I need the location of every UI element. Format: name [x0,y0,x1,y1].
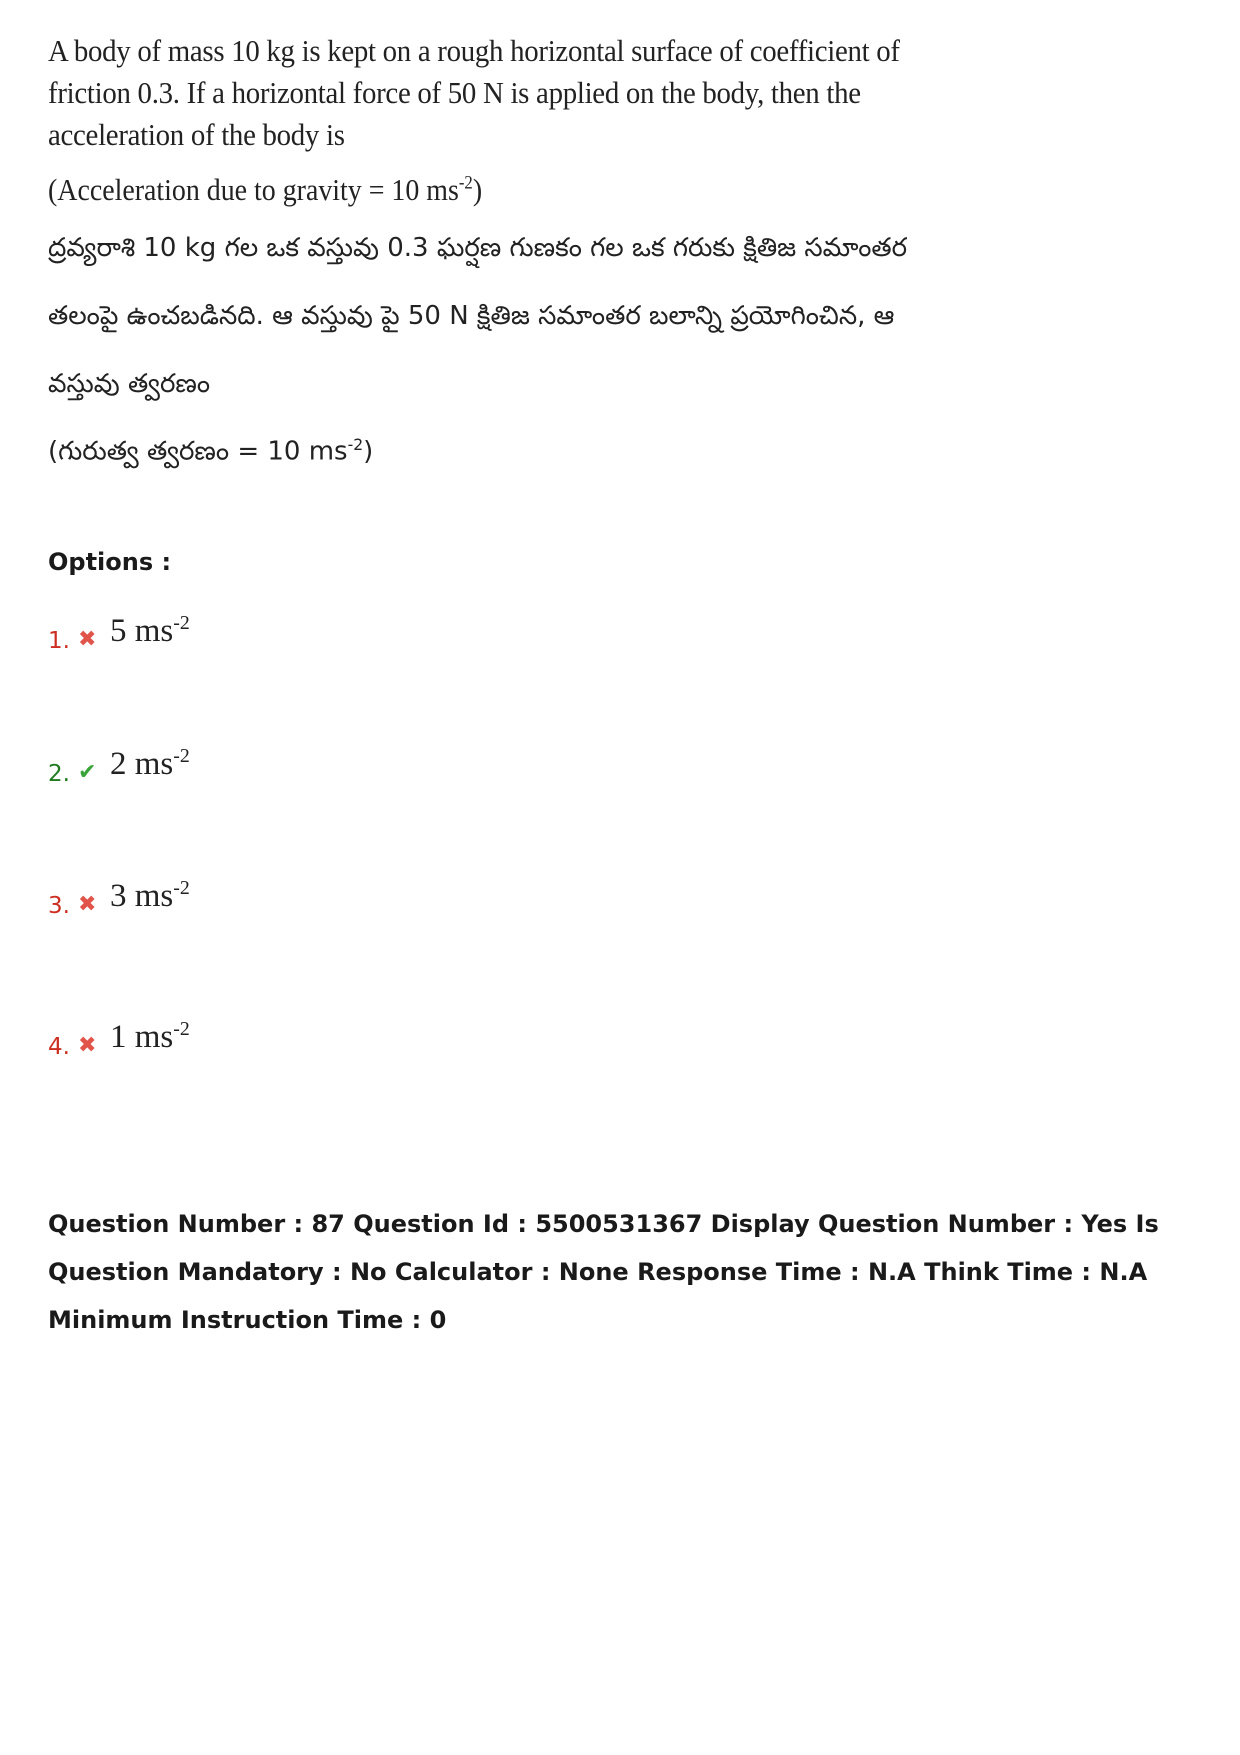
cross-icon: ✖ [78,1033,97,1058]
gravity-note-telugu [48,436,958,473]
option-value [110,877,190,915]
option-number: 2. [48,761,70,787]
gravity-note-telugu-exponent: -2 [347,436,364,454]
option-value-text: 5 ms [110,613,174,649]
option-value-text: 2 ms [110,746,174,782]
option-value-exponent: -2 [173,877,190,899]
cross-icon: ✖ [78,892,97,917]
gravity-note-english-prefix: (Acceleration due to gravity = 10 ms [48,172,459,207]
option-2 [48,723,448,793]
question-metadata: Question Number : 87 Question Id : 5500531367 Display Question Number : Yes Is Question Mandatory : No Calculator : None Response Time : N.A Think Time : N.A Minimum Instruction Time : 0 [48,1210,1159,1334]
option-value [110,745,190,783]
option-number: 4. [48,1034,70,1060]
question-text-telugu: ద్రవ్యరాశి 10 kg గల ఒక వస్తువు 0.3 ఘర్షణ గుణకం గల ఒక గరుకు క్షితిజ సమాంతర తలంపై ఉంచబడినది. ఆ వస్తువు పై 50 N క్షితిజ సమాంతర బలాన్ని ప్రయోగించిన, ఆ వస్తువు త్వరణం [48,233,908,399]
option-3 [48,855,448,925]
question-image [48,30,958,473]
option-4 [48,996,448,1066]
option-value-exponent: -2 [173,612,190,634]
gravity-note-telugu-suffix: ) [363,436,374,467]
option-number: 3. [48,893,70,919]
option-value [110,612,190,650]
cross-icon: ✖ [78,627,97,652]
option-value-exponent: -2 [173,1018,190,1040]
option-value [110,1018,190,1056]
option-1 [48,590,448,660]
check-icon: ✔ [78,760,97,785]
question-text-english: A body of mass 10 kg is kept on a rough horizontal surface of coefficient of friction 0.3. If a horizontal force of 50 N is applied on the body, then the acceleration of the body is [48,33,900,152]
gravity-note-english [48,172,948,208]
gravity-note-english-suffix: ) [472,172,483,207]
gravity-note-telugu-prefix: (గురుత్వ త్వరణం = 10 ms [48,436,348,467]
option-value-text: 3 ms [110,878,174,914]
gravity-note-english-exponent: -2 [458,172,473,194]
option-number: 1. [48,628,70,654]
option-value-text: 1 ms [110,1019,174,1055]
options-heading: Options : [48,548,172,576]
option-value-exponent: -2 [173,745,190,767]
